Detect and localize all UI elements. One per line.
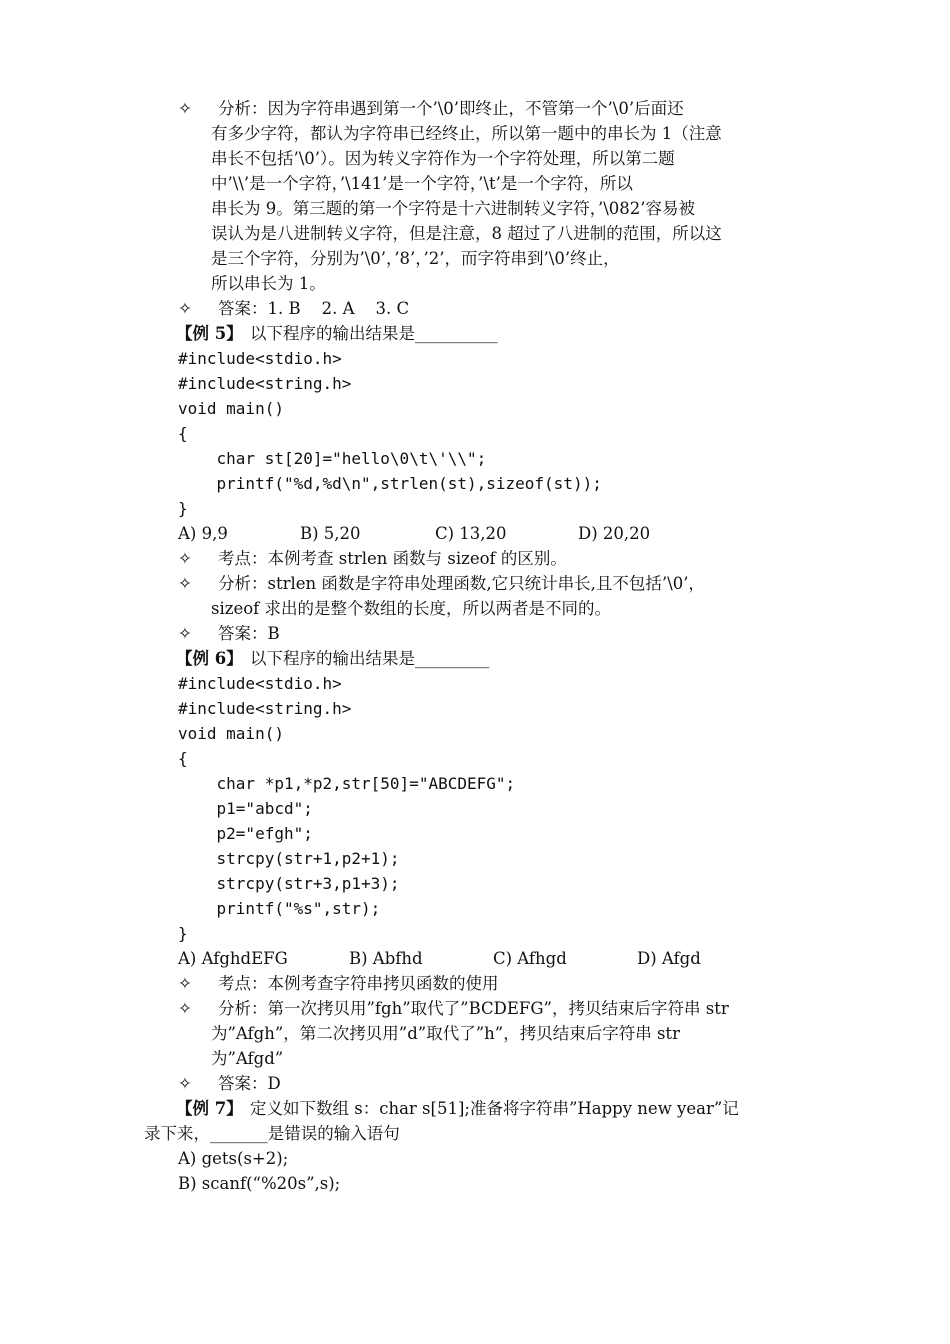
ex6-code-line: p2="efgh"; (178, 824, 313, 843)
ex7-option-a: A) gets(s+2); (178, 1149, 289, 1168)
ex4-analysis-line: 所以串长为 1。 (211, 274, 326, 293)
ex6-code-line: p1="abcd"; (178, 799, 313, 818)
bullet-icon: ✧ (178, 1074, 192, 1093)
ex6-code-line: } (178, 924, 188, 943)
ex5-tag: 【例 5】 (176, 324, 243, 343)
ex6-code-line: void main() (178, 724, 284, 743)
ex5-code-line: } (178, 499, 188, 518)
ex4-answer: 答案：1. B 2. A 3. C (218, 299, 410, 318)
ex4-analysis-line: 是三个字符，分别为’\0’，’8’，’2’，而字符串到’\0’终止， (211, 249, 620, 268)
ex5-code-line: char st[20]="hello\0\t\'\\"; (178, 449, 487, 468)
ex5-option-d: D) 20,20 (578, 524, 651, 543)
ex7-question-line1: 定义如下数组 s：char s[51];准备将字符串”Happy new year”记 (250, 1099, 739, 1118)
ex5-code-line: printf("%d,%d\n",strlen(st),sizeof(st)); (178, 474, 602, 493)
ex6-code-line: char *p1,*p2,str[50]="ABCDEFG"; (178, 774, 516, 793)
ex6-analysis-line: 为”Afgd” (211, 1049, 284, 1068)
ex4-analysis-line: 有多少字符，都认为字符串已经终止，所以第一题中的串长为 1（注意 (211, 124, 722, 143)
ex5-question: 以下程序的输出结果是__________ (250, 324, 498, 343)
ex4-analysis-line: 串长为 9。第三题的第一个字符是十六进制转义字符，’\082’容易被 (211, 199, 696, 218)
bullet-icon: ✧ (178, 99, 192, 118)
ex6-code-line: #include<string.h> (178, 699, 352, 718)
ex7-tag: 【例 7】 (176, 1099, 243, 1118)
bullet-icon: ✧ (178, 624, 192, 643)
ex4-analysis-line: 中’\\’是一个字符，’\141’是一个字符，’\t’是一个字符，所以 (211, 174, 633, 193)
ex6-tag: 【例 6】 (176, 649, 243, 668)
ex7-question-line2: 录下来，_______是错误的输入语句 (144, 1124, 400, 1143)
ex6-option-d: D) Afgd (637, 949, 701, 968)
ex5-code-line: #include<stdio.h> (178, 349, 342, 368)
ex4-analysis-line: 误认为是八进制转义字符，但是注意，8 超过了八进制的范围，所以这 (211, 224, 722, 243)
ex4-analysis-line: 分析：因为字符串遇到第一个’\0’即终止，不管第一个’\0’后面还 (218, 99, 684, 118)
ex7-option-b: B) scanf(“%20s”,s); (178, 1174, 341, 1193)
ex5-point: 考点：本例考查 strlen 函数与 sizeof 的区别。 (218, 549, 567, 568)
ex6-point: 考点：本例考查字符串拷贝函数的使用 (218, 974, 499, 993)
ex6-code-line: #include<stdio.h> (178, 674, 342, 693)
ex5-analysis-line: 分析：strlen 函数是字符串处理函数,它只统计串长,且不包括’\0’， (218, 574, 705, 593)
ex6-option-c: C) Afhgd (493, 949, 567, 968)
bullet-icon: ✧ (178, 974, 192, 993)
bullet-icon: ✧ (178, 999, 192, 1018)
ex6-question: 以下程序的输出结果是_________ (250, 649, 490, 668)
ex6-option-a: A) AfghdEFG (178, 949, 288, 968)
ex6-code-line: strcpy(str+1,p2+1); (178, 849, 400, 868)
bullet-icon: ✧ (178, 549, 192, 568)
ex5-answer: 答案：B (218, 624, 280, 643)
ex5-code-line: void main() (178, 399, 284, 418)
bullet-icon: ✧ (178, 574, 192, 593)
ex5-option-b: B) 5,20 (300, 524, 361, 543)
ex5-option-c: C) 13,20 (435, 524, 507, 543)
ex6-answer: 答案：D (218, 1074, 281, 1093)
ex6-code-line: printf("%s",str); (178, 899, 381, 918)
ex4-analysis-line: 串长不包括’\0’）。因为转义字符作为一个字符处理，所以第二题 (211, 149, 675, 168)
ex6-option-b: B) Abfhd (349, 949, 423, 968)
ex6-code-line: { (178, 749, 188, 768)
ex5-code-line: { (178, 424, 188, 443)
ex5-code-line: #include<string.h> (178, 374, 352, 393)
ex6-analysis-line: 为”Afgh”，第二次拷贝用”d”取代了”h”，拷贝结束后字符串 str (211, 1024, 680, 1043)
bullet-icon: ✧ (178, 299, 192, 318)
ex6-analysis-line: 分析：第一次拷贝用”fgh”取代了”BCDEFG”，拷贝结束后字符串 str (218, 999, 729, 1018)
ex6-code-line: strcpy(str+3,p1+3); (178, 874, 400, 893)
ex5-option-a: A) 9,9 (178, 524, 228, 543)
ex5-analysis-line: sizeof 求出的是整个数组的长度，所以两者是不同的。 (211, 599, 611, 618)
